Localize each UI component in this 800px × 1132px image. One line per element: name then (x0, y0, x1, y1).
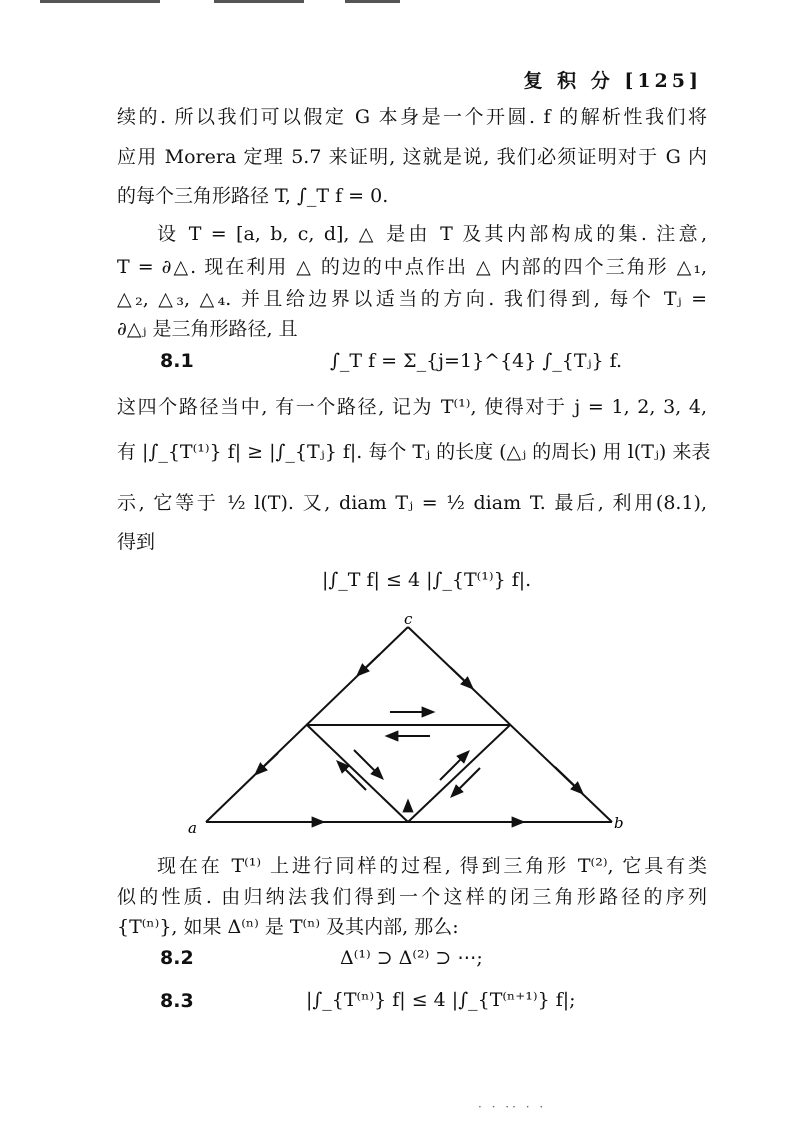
label-b: b (614, 814, 624, 832)
text-line: ∂△ⱼ 是三角形路径, 且 (117, 318, 298, 340)
arrow-icon (354, 750, 380, 776)
text-line: △₂, △₃, △₄. 并且给边界以适当的方向. 我们得到, 每个 Tⱼ = (117, 288, 707, 310)
equation: |∫_{T⁽ⁿ⁾} f| ≤ 4 |∫_{T⁽ⁿ⁺¹⁾} f|; (306, 989, 576, 1011)
arrow-icon (360, 654, 380, 673)
text-line: 有 |∫_{T⁽¹⁾} f| ≥ |∫_{Tⱼ} f|. 每个 Tⱼ 的长度 (△ⱼ 的周长) 用 l(Tⱼ) 来表 (117, 441, 711, 463)
equation: |∫_T f| ≤ 4 |∫_{T⁽¹⁾} f|. (322, 569, 532, 591)
equation-number: 8.3 (160, 990, 194, 1012)
text-line: 设 T = [a, b, c, d], △ 是由 T 及其内部构成的集. 注意, (157, 223, 707, 245)
arrow-icon (450, 667, 470, 686)
text-line: 得到 (117, 531, 156, 553)
arrow-icon (454, 768, 480, 794)
text-line: 这四个路径当中, 有一个路径, 记为 T⁽¹⁾, 使得对于 j = 1, 2, 3, 4, (117, 396, 707, 418)
text-line: 的每个三角形路径 T, ∫_T f = 0. (117, 185, 389, 207)
midline-left (307, 725, 408, 822)
text-line: 应用 Morera 定理 5.7 来证明, 这就是说, 我们必须证明对于 G 内 (117, 146, 707, 168)
label-a: a (188, 819, 197, 837)
text-line: 现在在 T⁽¹⁾ 上进行同样的过程, 得到三角形 T⁽²⁾, 它具有类 (157, 855, 707, 877)
label-c: c (404, 610, 413, 628)
text-line: 示, 它等于 ½ l(T). 又, diam Tⱼ = ½ diam T. 最后, 利用(8.1), (117, 492, 707, 514)
midline-right (408, 725, 510, 822)
running-head: 复 积 分 [125] (523, 70, 702, 92)
scan-specks: · · ·· · · (478, 1100, 547, 1114)
arrow-icon (440, 754, 466, 780)
arrow-icon (258, 753, 278, 772)
text-line: 似的性质. 由归纳法我们得到一个这样的闭三角形路径的序列 (117, 886, 707, 908)
equation-number: 8.1 (160, 350, 194, 372)
equation: Δ⁽¹⁾ ⊃ Δ⁽²⁾ ⊃ ⋯; (340, 947, 483, 969)
text-line: T = ∂△. 现在利用 △ 的边的中点作出 △ 内部的四个三角形 △₁, (117, 256, 707, 278)
text-line: 续的. 所以我们可以假定 G 本身是一个开圆. f 的解析性我们将 (117, 106, 707, 128)
text-line: {T⁽ⁿ⁾}, 如果 Δ⁽ⁿ⁾ 是 T⁽ⁿ⁾ 及其内部, 那么: (117, 916, 459, 938)
equation: ∫_T f = Σ_{j=1}^{4} ∫_{Tⱼ} f. (330, 350, 623, 372)
arrow-icon (555, 767, 580, 791)
equation-number: 8.2 (160, 947, 194, 969)
